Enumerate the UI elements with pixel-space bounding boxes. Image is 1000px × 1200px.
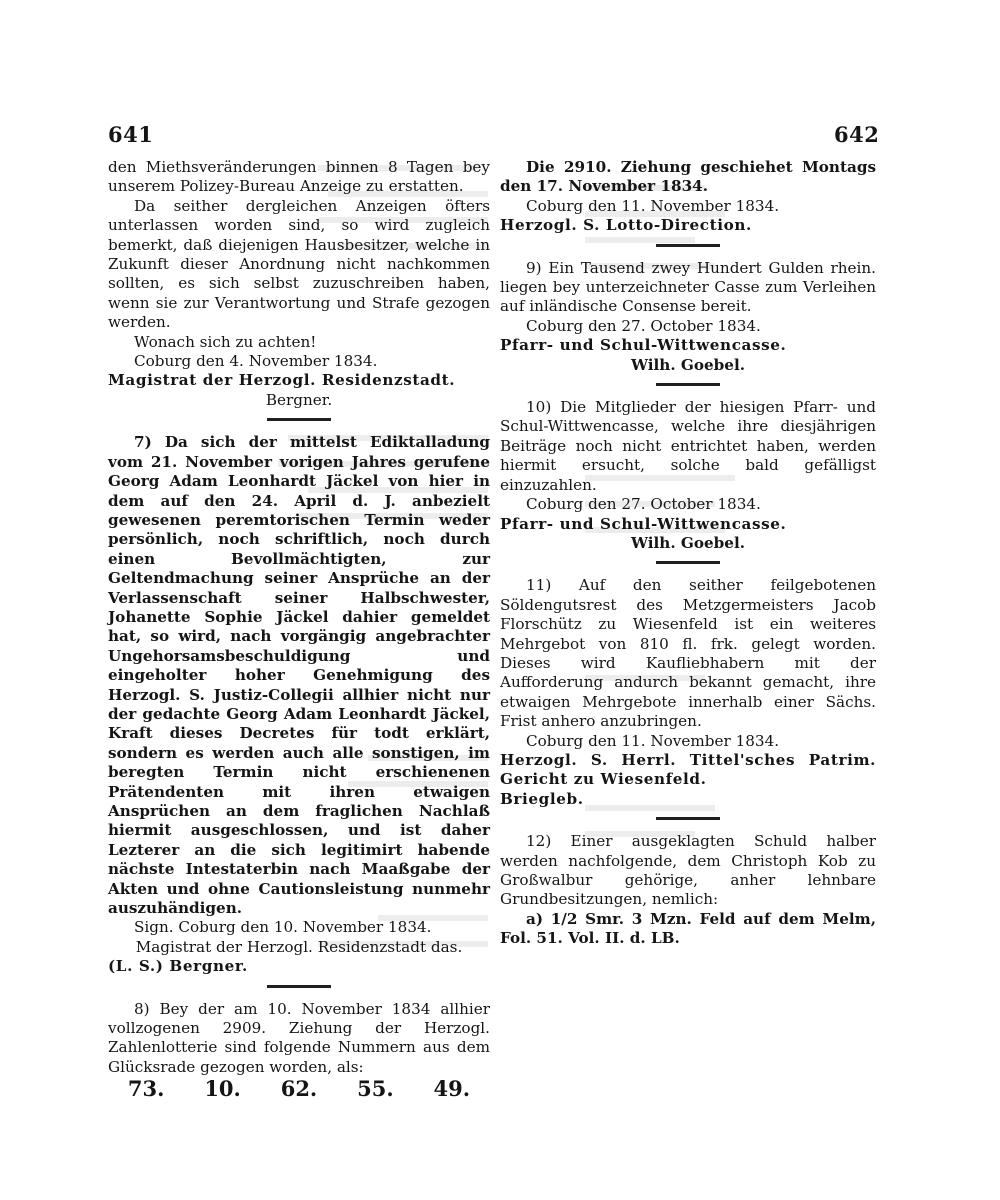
notice-9: 9) Ein Tausend zwey Hundert Gulden rhein. liegen bey unterzeichneter Casse zum Verleihen auf inländische Consense bereit. [500,258,876,316]
page-number-left: 641 [108,122,154,147]
continued-paragraph: den Miethsveränderungen binnen 8 Tagen bey unserem Polizey-Bureau Anzeige zu erstatten. [108,158,490,196]
notice-11: 11) Auf den seither feilgebotenen Söldengutsrest des Metzgermeisters Jacob Florschütz zu Wiesenfeld ist ein weiteres Mehrgebot von 810 fl. frk. gelegt worden. Dieses wird Kaufliebhabern mit der Aufforderung andurch bekannt gemacht, ihre etwaigen Mehrgebote innerhalb einer Sächs. Frist anhero anzubringen. [500,576,876,731]
issuing-authority: Herzogl. S. Lotto-Direction. [500,216,752,235]
issuing-authority: Magistrat der Herzogl. Residenzstadt. [108,371,456,390]
signatory-name: Wilh. Goebel. [630,355,746,374]
signatory-name: (L. S.) Bergner. [108,957,248,976]
section-divider [656,244,720,247]
left-column [108,158,490,1102]
draw-announcement: Die 2910. Ziehung geschiehet Montags den 17. November 1834. [500,158,876,196]
closing-remark: Wonach sich zu achten! [134,332,317,351]
notice-paragraph: Da seither dergleichen Anzeigen öfters unterlassen worden sind, so wird zugleich bemerkt, daß diejenigen Hausbesitzer, welche in Zukunft dieser Anordnung nicht nachkommen sollten, es sich selbst zuzuschreiben haben, wenn sie zur Verantwortung und Strafe gezogen werden. [108,196,490,332]
notice-date: Coburg den 27. October 1834. [526,316,761,335]
notice-8: 8) Bey der am 10. November 1834 allhier vollzogenen 2909. Ziehung der Herzogl. Zahlenlotterie sind folgende Nummern aus dem Glücksrade gezogen worden, als: [108,999,490,1076]
lottery-number: 10. [204,1076,241,1102]
notice-date: Coburg den 4. November 1834. [134,352,378,371]
notice-date: Coburg den 11. November 1834. [526,196,780,215]
signatory-name: Bergner. [265,390,333,409]
issuing-authority: Pfarr- und Schul-Wittwencasse. [500,514,787,533]
notice-12: 12) Einer ausgeklagten Schuld halber werden nachfolgende, dem Christoph Kob zu Großwalbur gehörige, anher lehnbare Grundbesitzungen, nemlich: [500,832,876,909]
lottery-number: 62. [280,1076,318,1102]
issuing-authority: Magistrat der Herzogl. Residenzstadt das. [135,937,463,956]
notice-date: Sign. Coburg den 10. November 1834. [134,918,432,937]
issuing-authority: Pfarr- und Schul-Wittwencasse. [500,336,787,355]
section-divider [656,817,720,820]
notice-date: Coburg den 11. November 1834. [526,731,780,750]
section-divider [267,418,331,421]
lottery-numbers [108,1076,490,1102]
lottery-number: 73. [127,1076,165,1102]
notice-10: 10) Die Mitglieder der hiesigen Pfarr- und Schul-Wittwencasse, welche ihre diesjährigen Beiträge noch nicht entrichtet haben, werden hiermit ersucht, solche bald gefälligst einzuzahlen. [500,398,876,494]
right-column [500,158,876,949]
signatory-name: Briegleb. [500,789,584,808]
notice-7: 7) Da sich der mittelst Ediktalladung vom 21. November vorigen Jahres gerufene Georg Adam Leonhardt Jäckel von hier in dem auf den 24. April d. J. anbezielt gewesenen peremtorischen Termin weder persönlich, noch schriftlich, noch durch einen Bevollmächtigten, zur Geltendmachung seiner Ansprüche an der Verlassenschaft seiner Halbschwester, Johanette Sophie Jäckel dahier gemeldet hat, so wird, nach vorgängig angebrachter Ungehorsamsbeschuldigung und eingeholter hoher Genehmigung des Herzogl. S. Justiz-Collegii allhier nicht nur der gedachte Georg Adam Leonhardt Jäckel, Kraft dieses Decretes für todt erklärt, sondern es werden auch alle sonstigen, im beregten Termin nicht erschienenen Prätendenten mit ihren etwaigen Ansprüchen an dem fraglichen Nachlaß hiermit ausgeschlossen, und ist daher Lezterer an die sich legitimirt habende nächste Intestaterbin nach Maaßgabe der Akten und ohne Cautionsleistung nunmehr auszuhändigen. [108,433,490,918]
lottery-number: 55. [357,1076,394,1102]
issuing-authority: Herzogl. S. Herrl. Tittel'sches Patrim. Gericht zu Wiesenfeld. [500,750,876,789]
section-divider [656,561,720,564]
signatory-name: Wilh. Goebel. [630,533,746,552]
page-number-right: 642 [834,122,880,147]
lottery-number: 49. [433,1076,471,1102]
section-divider [656,383,720,386]
notice-date: Coburg den 27. October 1834. [526,495,761,514]
property-item: a) 1/2 Smr. 3 Mzn. Feld auf dem Melm, Fol. 51. Vol. II. d. LB. [500,909,876,948]
section-divider [267,985,331,988]
